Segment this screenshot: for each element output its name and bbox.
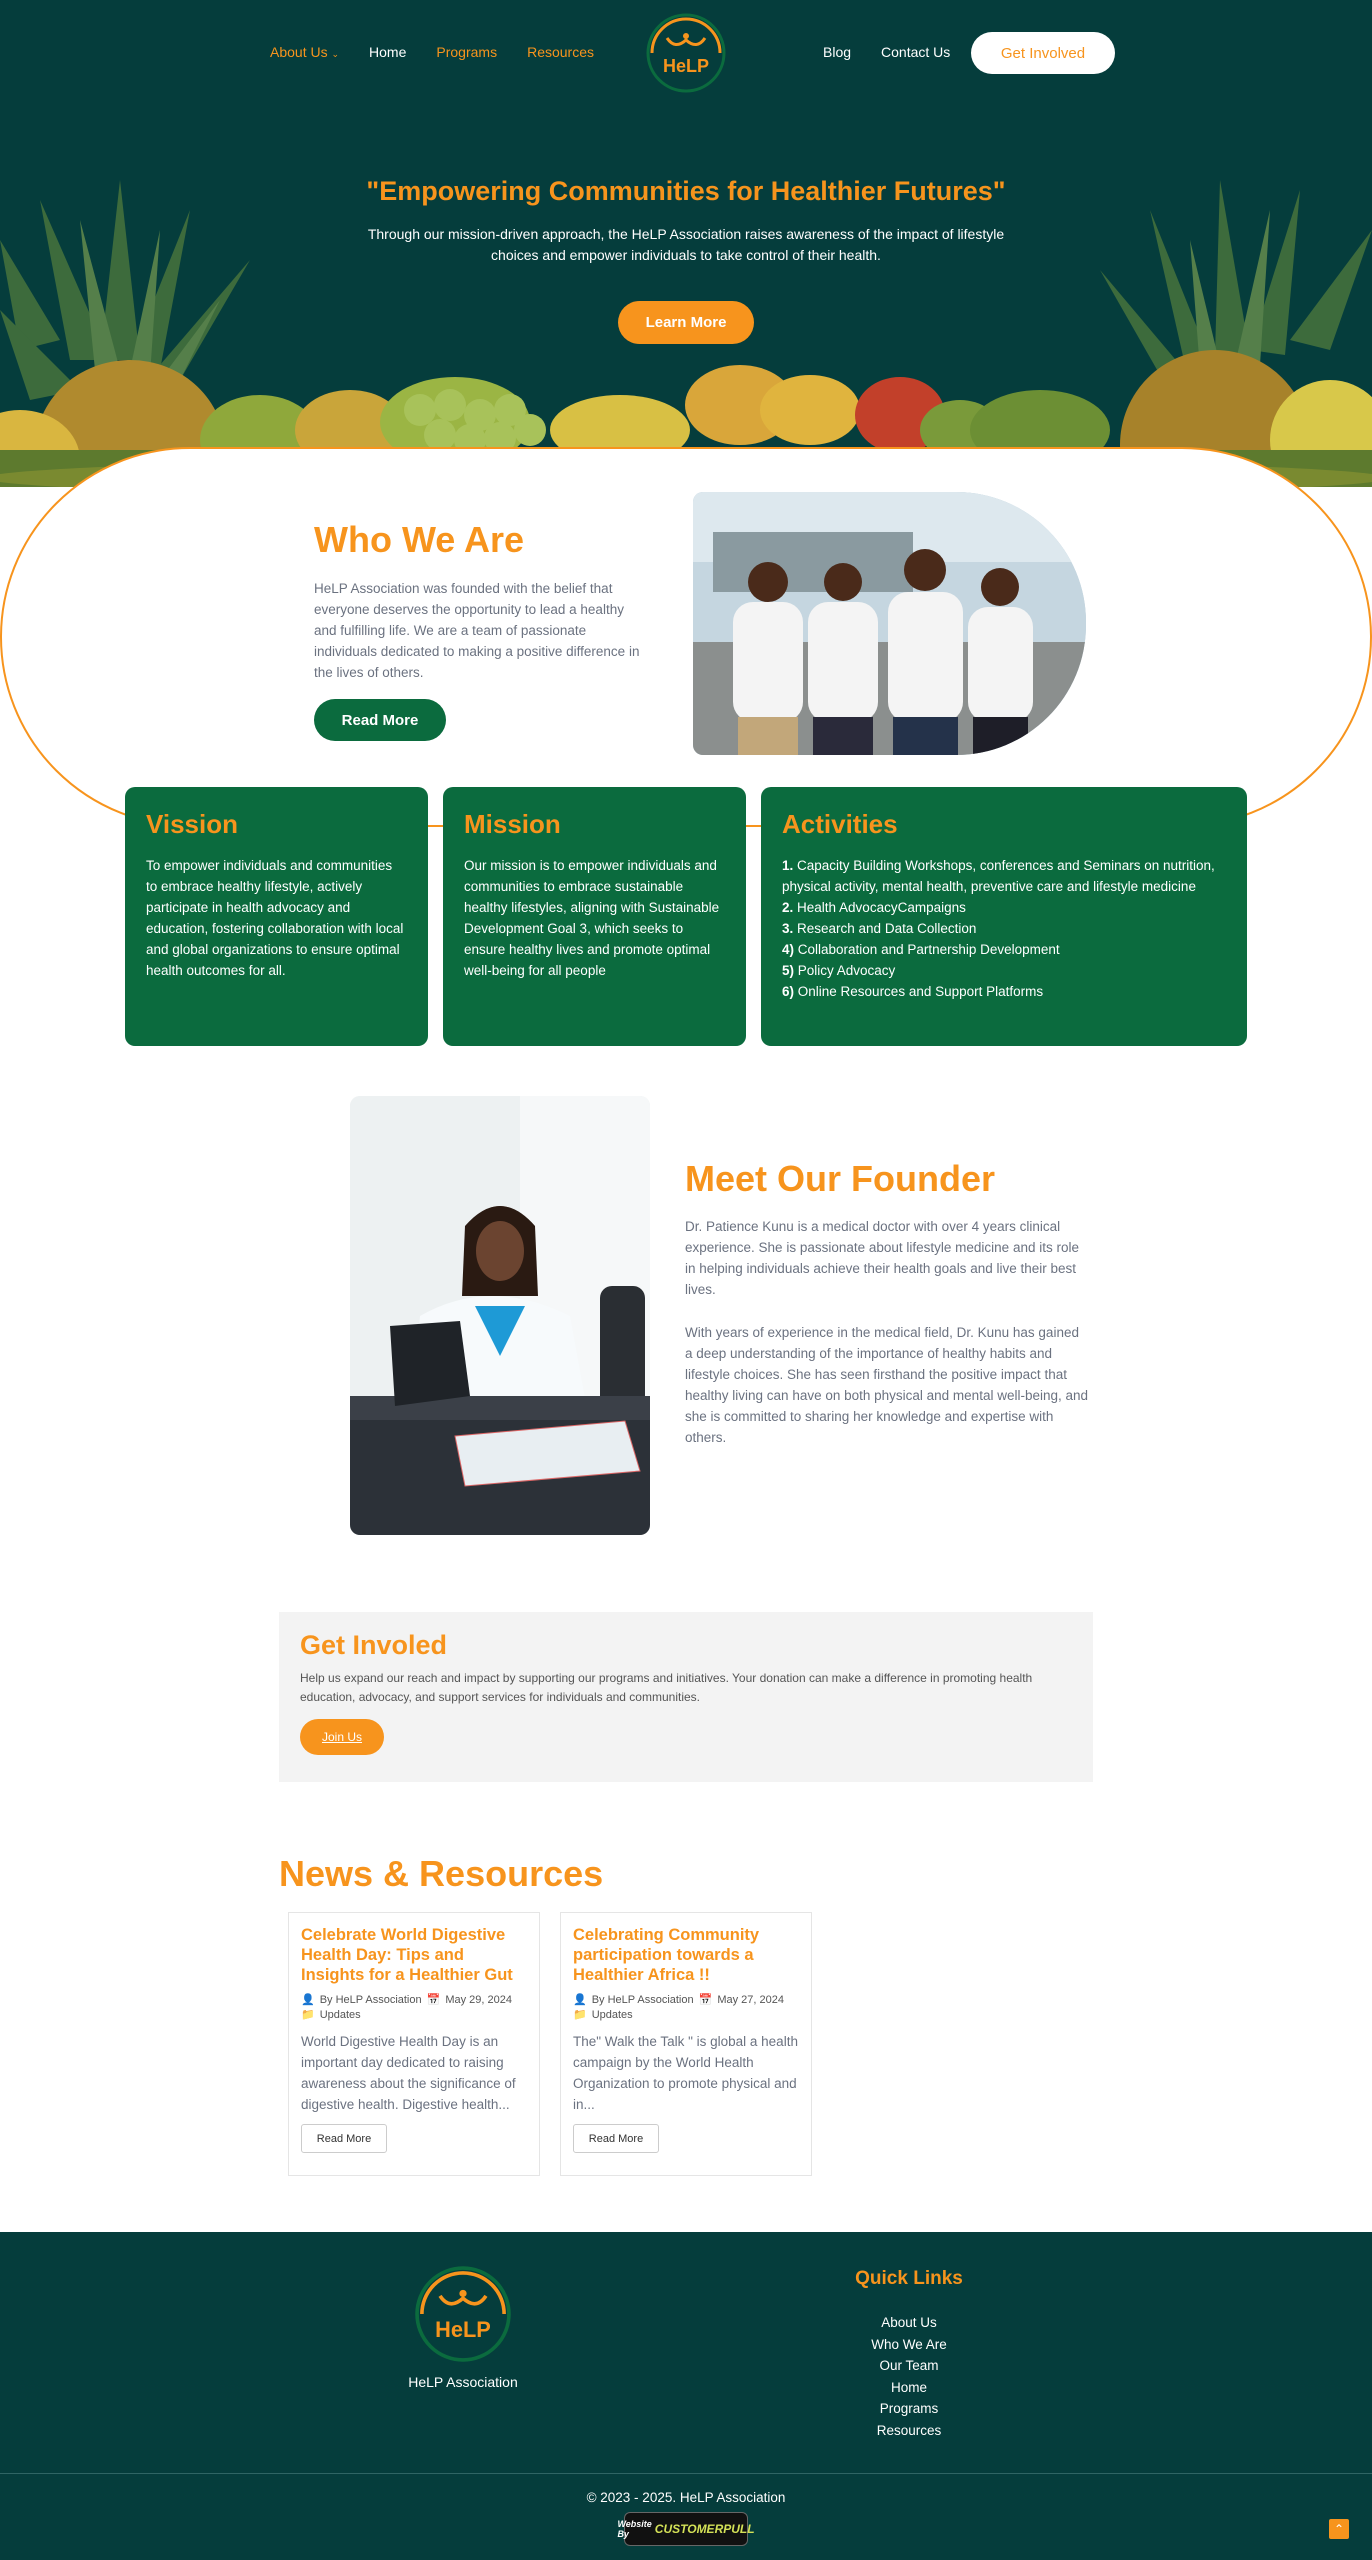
main-nav-right [823, 44, 980, 60]
who-we-are-text: HeLP Association was founded with the belief that everyone deserves the opportunity to lead a healthy and fulfilling life. We are a team of passionate individuals dedicated to making a positive difference in the lives of others. [314, 581, 640, 680]
team-photo [693, 492, 1086, 755]
post-excerpt: The" Walk the Talk " is global a health campaign by the World Health Organization to promote physical and in... [573, 2034, 798, 2112]
hero-section [0, 0, 1372, 487]
mission-text: Our mission is to empower individuals and communities to embrace sustainable healthy lifestyles, aligning with Sustainable Development Goal 3, which seeks to ensure healthy lives and promote optimal well-being for all people [464, 858, 720, 978]
hero-subtitle: Through our mission-driven approach, the HeLP Association raises awareness of the impact of lifestyle choices and empower individuals to take control of their health. [367, 226, 1005, 263]
get-involved-text: Help us expand our reach and impact by supporting our programs and initiatives. Your donation can make a difference in promoting health education, advocacy, and support services for individuals and communities. [300, 1671, 1033, 1704]
post-title[interactable]: Celebrate World Digestive Health Day: Tips and Insights for a Healthier Gut [301, 1926, 513, 1984]
activities-card [761, 787, 1247, 1046]
chevron-up-icon: ⌃ [1333, 2522, 1345, 2536]
learn-more-button[interactable]: Learn More [618, 301, 754, 344]
activity-item: 6) Online Resources and Support Platforms [782, 984, 1044, 999]
activity-item: 4) Collaboration and Partnership Development [782, 942, 1060, 957]
who-we-are-title: Who We Are [314, 519, 525, 560]
footer-link-about-us[interactable]: About Us [881, 2315, 937, 2330]
quick-links [809, 2312, 1009, 2441]
mission-title: Mission [464, 809, 561, 839]
footer-divider [0, 2473, 1372, 2474]
quick-links-title: Quick Links [855, 2268, 963, 2289]
footer-org-name: HeLP Association [408, 2374, 518, 2390]
nav-resources[interactable]: Resources [527, 44, 594, 60]
footer-link-our-team[interactable]: Our Team [879, 2358, 939, 2373]
vision-card [125, 787, 428, 1046]
news-post [288, 1912, 540, 2176]
post-title[interactable]: Celebrating Community participation towards a Healthier Africa !! [573, 1926, 760, 1984]
post-category: 📁 Updates [573, 2009, 633, 2021]
scroll-to-top-button[interactable] [1329, 2519, 1349, 2539]
who-we-are-oval [0, 447, 1372, 827]
nav-contact-us[interactable]: Contact Us [881, 44, 951, 60]
activities-list [782, 855, 1226, 1002]
post-meta: 👤 By HeLP Association 📅 May 29, 2024 [301, 1994, 512, 2006]
post-meta: 👤 By HeLP Association 📅 May 27, 2024 [573, 1994, 784, 2006]
post-excerpt: World Digestive Health Day is an important day dedicated to raising awareness about the significance of digestive health. Digestive health... [301, 2034, 516, 2112]
founder-paragraph: With years of experience in the medical field, Dr. Kunu has gained a deep understanding of the importance of healthy habits and lifestyle choices. She has seen firsthand the positive impact that healthy living can have on both physical and mental well-being, and she is committed to sharing her knowledge and expertise with others. [685, 1325, 1089, 1445]
hero-title: "Empowering Communities for Healthier Futures" [366, 176, 1006, 206]
news-post [560, 1912, 812, 2176]
calendar-icon: 📅 [698, 1994, 713, 2006]
founder-photo [350, 1096, 650, 1535]
read-more-button[interactable]: Read More [314, 699, 446, 741]
activity-item: 1. Capacity Building Workshops, conferences and Seminars on nutrition, physical activity, mental health, preventive care and lifestyle medicine [782, 858, 1215, 894]
vision-title: Vission [146, 809, 239, 839]
main-nav-left [270, 44, 624, 60]
user-icon: 👤 [573, 1994, 587, 2006]
vision-text: To empower individuals and communities to embrace healthy lifestyle, actively participate in health advocacy and education, fostering collaboration with local and global organizations to ensure optimal health outcomes for all. [146, 858, 404, 978]
folder-icon: 📁 [301, 2009, 315, 2021]
founder-paragraph: Dr. Patience Kunu is a medical doctor with over 4 years clinical experience. She is passionate about lifestyle medicine and its role in helping individuals achieve their health goals and live their best lives. [685, 1219, 1079, 1297]
folder-icon: 📁 [573, 2009, 587, 2021]
activity-item: 2. Health AdvocacyCampaigns [782, 900, 966, 915]
help-logo[interactable] [645, 10, 727, 96]
svg-text:HeLP: HeLP [662, 56, 710, 76]
nav-programs[interactable]: Programs [436, 44, 498, 60]
get-involved-button[interactable]: Get Involved [971, 32, 1115, 74]
user-icon: 👤 [301, 1994, 315, 2006]
get-involved-section [279, 1612, 1093, 1782]
footer-link-programs[interactable]: Programs [879, 2401, 939, 2416]
join-us-button[interactable]: Join Us [300, 1719, 384, 1755]
footer [0, 2232, 1372, 2560]
copyright-text: © 2023 - 2025. HeLP Association [586, 2490, 786, 2505]
activity-item: 3. Research and Data Collection [782, 921, 977, 936]
footer-help-logo[interactable] [413, 2262, 513, 2366]
svg-text:HeLP: HeLP [435, 2316, 491, 2342]
footer-link-resources[interactable]: Resources [876, 2422, 942, 2438]
website-by-badge[interactable]: Website By CUSTOMERPULL [624, 2512, 748, 2546]
nav-about-us[interactable]: About Us ⌄ [270, 44, 340, 60]
get-involved-title: Get Involed [300, 1630, 448, 1660]
post-category: 📁 Updates [301, 2009, 361, 2021]
news-title: News & Resources [279, 1853, 604, 1894]
mission-card [443, 787, 746, 1046]
post-read-more-button[interactable]: Read More [573, 2124, 659, 2153]
post-read-more-button[interactable]: Read More [301, 2124, 387, 2153]
nav-home[interactable]: Home [369, 44, 407, 60]
footer-link-home[interactable]: Home [890, 2379, 927, 2395]
footer-link-who-we-are[interactable]: Who We Are [871, 2336, 947, 2352]
activity-item: 5) Policy Advocacy [782, 963, 896, 978]
calendar-icon: 📅 [426, 1994, 441, 2006]
founder-title: Meet Our Founder [685, 1158, 996, 1199]
nav-blog[interactable]: Blog [823, 44, 852, 60]
chevron-down-icon: ⌄ [331, 49, 340, 59]
activities-title: Activities [782, 809, 898, 839]
